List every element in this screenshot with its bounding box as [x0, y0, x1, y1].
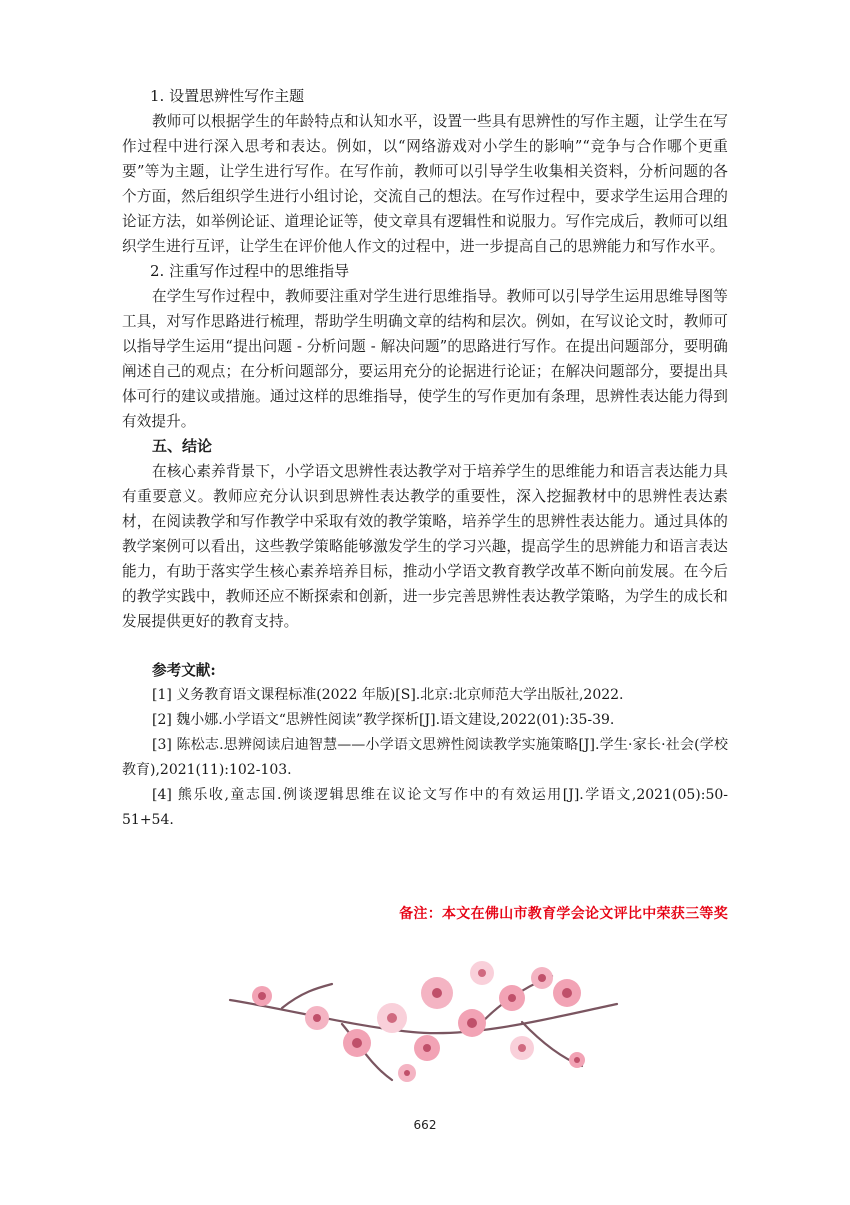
- subsection-heading-2: 2. 注重写作过程中的思维指导: [150, 262, 350, 280]
- subsection-paragraph-2: 在学生写作过程中，教师要注重对学生进行思维指导。教师可以引导学生运用思维导图等工具，对写作思路进行梳理，帮助学生明确文章的结构和层次。例如，在写议论文时，教师可以指导学生运用“提出问题 - 分析问题 - 解决问题”的思路进行写作。在提出问题部分，要明确阐述自己的观点；在分析问题部分，要运用充分的论据进行论证；在解决问题部分，要提出具体可行的建议或措施。通过这样的思维指导，使学生的写作更加有条理，思辨性表达能力得到有效提升。: [122, 288, 728, 430]
- award-note: 备注：本文在佛山市教育学会论文评比中荣获三等奖: [399, 906, 728, 922]
- page-number: 662: [413, 1118, 437, 1132]
- reference-item: [3] 陈松志.思辨阅读启迪智慧——小学语文思辨性阅读教学实施策略[J].学生·家长·社会(学校教育),2021(11):102-103.: [122, 737, 728, 778]
- conclusion-paragraph: 在核心素养背景下，小学语文思辨性表达教学对于培养学生的思维能力和语言表达能力具有重要意义。教师应充分认识到思辨性表达教学的重要性，深入挖掘教材中的思辨性表达素材，在阅读教学和写作教学中采取有效的教学策略，培养学生的思辨性表达能力。通过具体的教学案例可以看出，这些教学策略能够激发学生的学习兴趣，提高学生的思辨能力和语言表达能力，有助于落实学生核心素养培养目标，推动小学语文教育教学改革不断向前发展。在今后的教学实践中，教师还应不断探索和创新，进一步完善思辨性表达教学策略，为学生的成长和发展提供更好的教育支持。: [122, 463, 728, 630]
- reference-item: [4] 熊乐收,童志国.例谈逻辑思维在议论文写作中的有效运用[J].学语文,2021(05):50-51+54.: [122, 787, 728, 828]
- subsection-paragraph-1: 教师可以根据学生的年龄特点和认知水平，设置一些具有思辨性的写作主题，让学生在写作过程中进行深入思考和表达。例如，以“网络游戏对小学生的影响”“竞争与合作哪个更重要”等为主题，让学生进行写作。在写作前，教师可以引导学生收集相关资料，分析问题的各个方面，然后组织学生进行小组讨论，交流自己的想法。在写作过程中，要求学生运用合理的论证方法，如举例论证、道理论证等，使文章具有逻辑性和说服力。写作完成后，教师可以组织学生进行互评，让学生在评价他人作文的过程中，进一步提高自己的思辨能力和写作水平。: [122, 113, 728, 255]
- reference-item: [2] 魏小娜.小学语文“思辨性阅读”教学探析[J].语文建设,2022(01):35-39.: [152, 712, 615, 728]
- reference-item: [1] 义务教育语文课程标准(2022 年版)[S].北京:北京师范大学出版社,2022.: [152, 687, 624, 703]
- subsection-heading-1: 1. 设置思辨性写作主题: [150, 87, 305, 105]
- references-title: 参考文献:: [152, 662, 216, 679]
- cherry-blossom-branch-icon: [222, 948, 622, 1098]
- body-content: [122, 84, 728, 833]
- conclusion-title: 五、结论: [152, 437, 213, 455]
